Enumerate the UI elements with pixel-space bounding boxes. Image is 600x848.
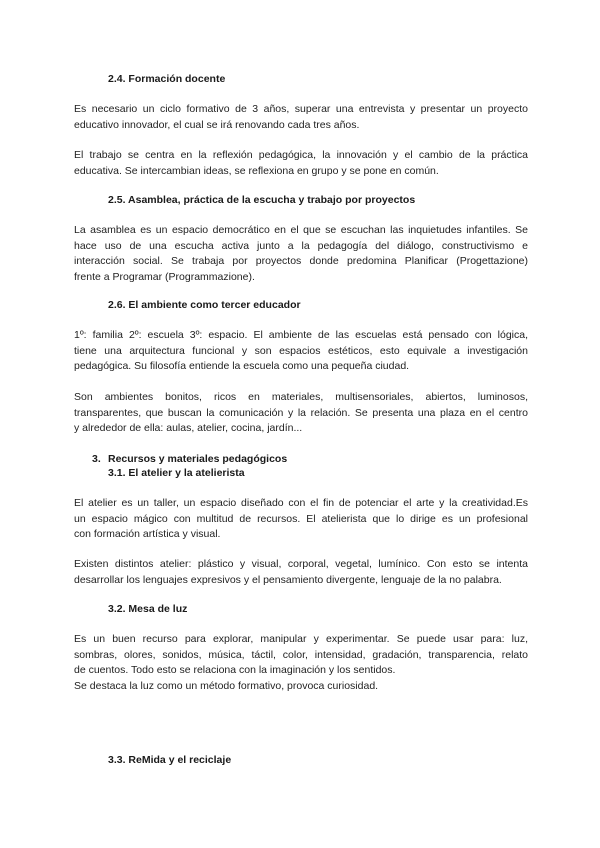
heading-asamblea: 2.5. Asamblea, práctica de la escucha y trabajo por proyectos: [108, 194, 416, 206]
paragraph: [74, 223, 528, 285]
heading-formacion-docente: 2.4. Formación docente: [108, 73, 226, 85]
text-line: La asamblea es un espacio democrático en el que se escuchan las inquietudes infantiles. Se: [74, 224, 528, 236]
heading-remida: 3.3. ReMida y el reciclaje: [108, 754, 232, 766]
heading-atelier: 3.1. El atelier y la atelierista: [108, 467, 245, 479]
paragraph: [74, 102, 528, 133]
text-line: desarrollar los lenguajes expresivos y el pensamiento divergente, lenguaje de la no palabra.: [74, 573, 502, 586]
text-line: Se destaca la luz como un método formativo, provoca curiosidad.: [74, 679, 379, 692]
text-line: tiene una arquitectura funcional y son espacios estéticos, esto equivale a investigación: [74, 344, 528, 357]
text-line: hace uso de una escucha activa junto a la pedagogía del diálogo, constructivismo e: [74, 239, 528, 252]
text-line: pedagógica. Su filosofía entiende la escuela como una pequeña ciudad.: [74, 360, 410, 372]
text-line: Son ambientes bonitos, ricos en materiales, multisensoriales, abiertos, luminosos,: [74, 391, 528, 403]
text-line: transparentes, que buscan la comunicación y la relación. Se presenta una plaza en el centro: [74, 406, 528, 419]
text-line: educativo innovador, el cual se irá renovando cada tres años.: [74, 118, 360, 131]
paragraph: [74, 328, 528, 375]
text-line: de cuentos. Todo esto se relaciona con la imaginación y los sentidos.: [74, 664, 396, 676]
heading-mesa-de-luz: 3.2. Mesa de luz: [108, 603, 188, 615]
text-line: El atelier es un taller, un espacio diseñado con el fin de potenciar el arte y la creatividad.Es: [74, 497, 528, 509]
text-line: y alrededor de ella: aulas, atelier, cocina, jardín...: [74, 422, 303, 434]
text-line: interacción social. Se trabaja por proyectos donde predomina Planificar (Progettazione): [74, 255, 528, 267]
text-line: un espacio mágico con multitud de recursos. El atelierista que lo dirige es un profesional: [74, 512, 528, 525]
heading-text: Recursos y materiales pedagógicos: [108, 453, 288, 465]
paragraph: [74, 390, 528, 437]
text-line: sombras, olores, sonidos, música, táctil, color, intensidad, gradación, transparencia, relato: [74, 648, 528, 661]
paragraph: [74, 148, 528, 179]
paragraph: [74, 496, 528, 543]
paragraph: [74, 632, 528, 694]
text-line: educativa. Se intercambian ideas, se reflexiona en grupo y se pone en común.: [74, 164, 439, 177]
text-line: Es un buen recurso para explorar, manipular y experimentar. Se puede usar para: luz,: [74, 633, 528, 645]
text-line: 1º: familia 2º: escuela 3º: espacio. El ambiente de las escuelas está pensado con lógica,: [74, 329, 528, 341]
text-line: Existen distintos atelier: plástico y visual, corporal, vegetal, lumínico. Con esto se intenta: [74, 558, 528, 570]
text-line: El trabajo se centra en la reflexión pedagógica, la innovación y el cambio de la práctica: [74, 149, 528, 161]
text-line: con formación artística y visual.: [74, 528, 221, 540]
list-number: 3.: [92, 453, 101, 465]
paragraph: [74, 557, 528, 588]
heading-ambiente: 2.6. El ambiente como tercer educador: [108, 299, 301, 311]
text-line: frente a Programar (Programmazione).: [74, 270, 255, 283]
text-line: Es necesario un ciclo formativo de 3 años, superar una entrevista y presentar un proyecto: [74, 103, 528, 115]
